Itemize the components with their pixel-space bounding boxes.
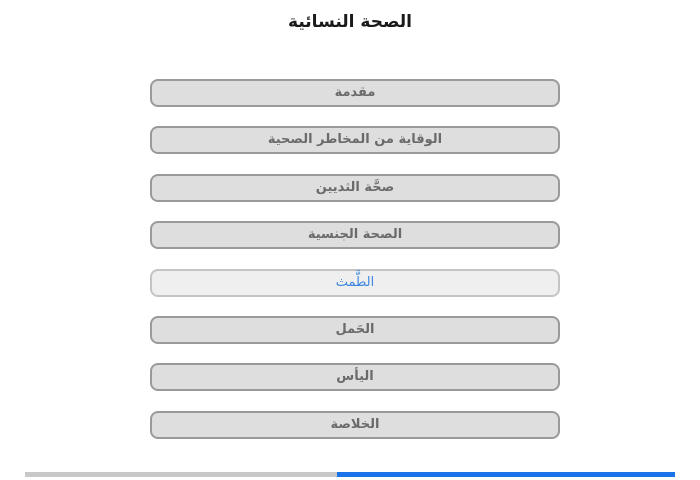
menu-item-menstruation[interactable]: الطَّمث	[150, 269, 560, 297]
page-title: الصحة النسائية	[288, 12, 412, 32]
menu-item-introduction[interactable]: مقدمة	[150, 79, 560, 107]
menu-item-prevention[interactable]: الوقاية من المخاطر الصحية	[150, 126, 560, 154]
menu-item-menopause[interactable]: اليأس	[150, 363, 560, 391]
menu-item-summary[interactable]: الخلاصة	[150, 411, 560, 439]
menu-item-pregnancy[interactable]: الحَمل	[150, 316, 560, 344]
menu-item-breast-health[interactable]: صحَّة الثديين	[150, 174, 560, 202]
progress-bar	[25, 472, 675, 477]
chapter-menu	[150, 79, 560, 458]
progress-bar-fill	[337, 472, 675, 477]
menu-item-sexual-health[interactable]: الصحة الجنسية	[150, 221, 560, 249]
